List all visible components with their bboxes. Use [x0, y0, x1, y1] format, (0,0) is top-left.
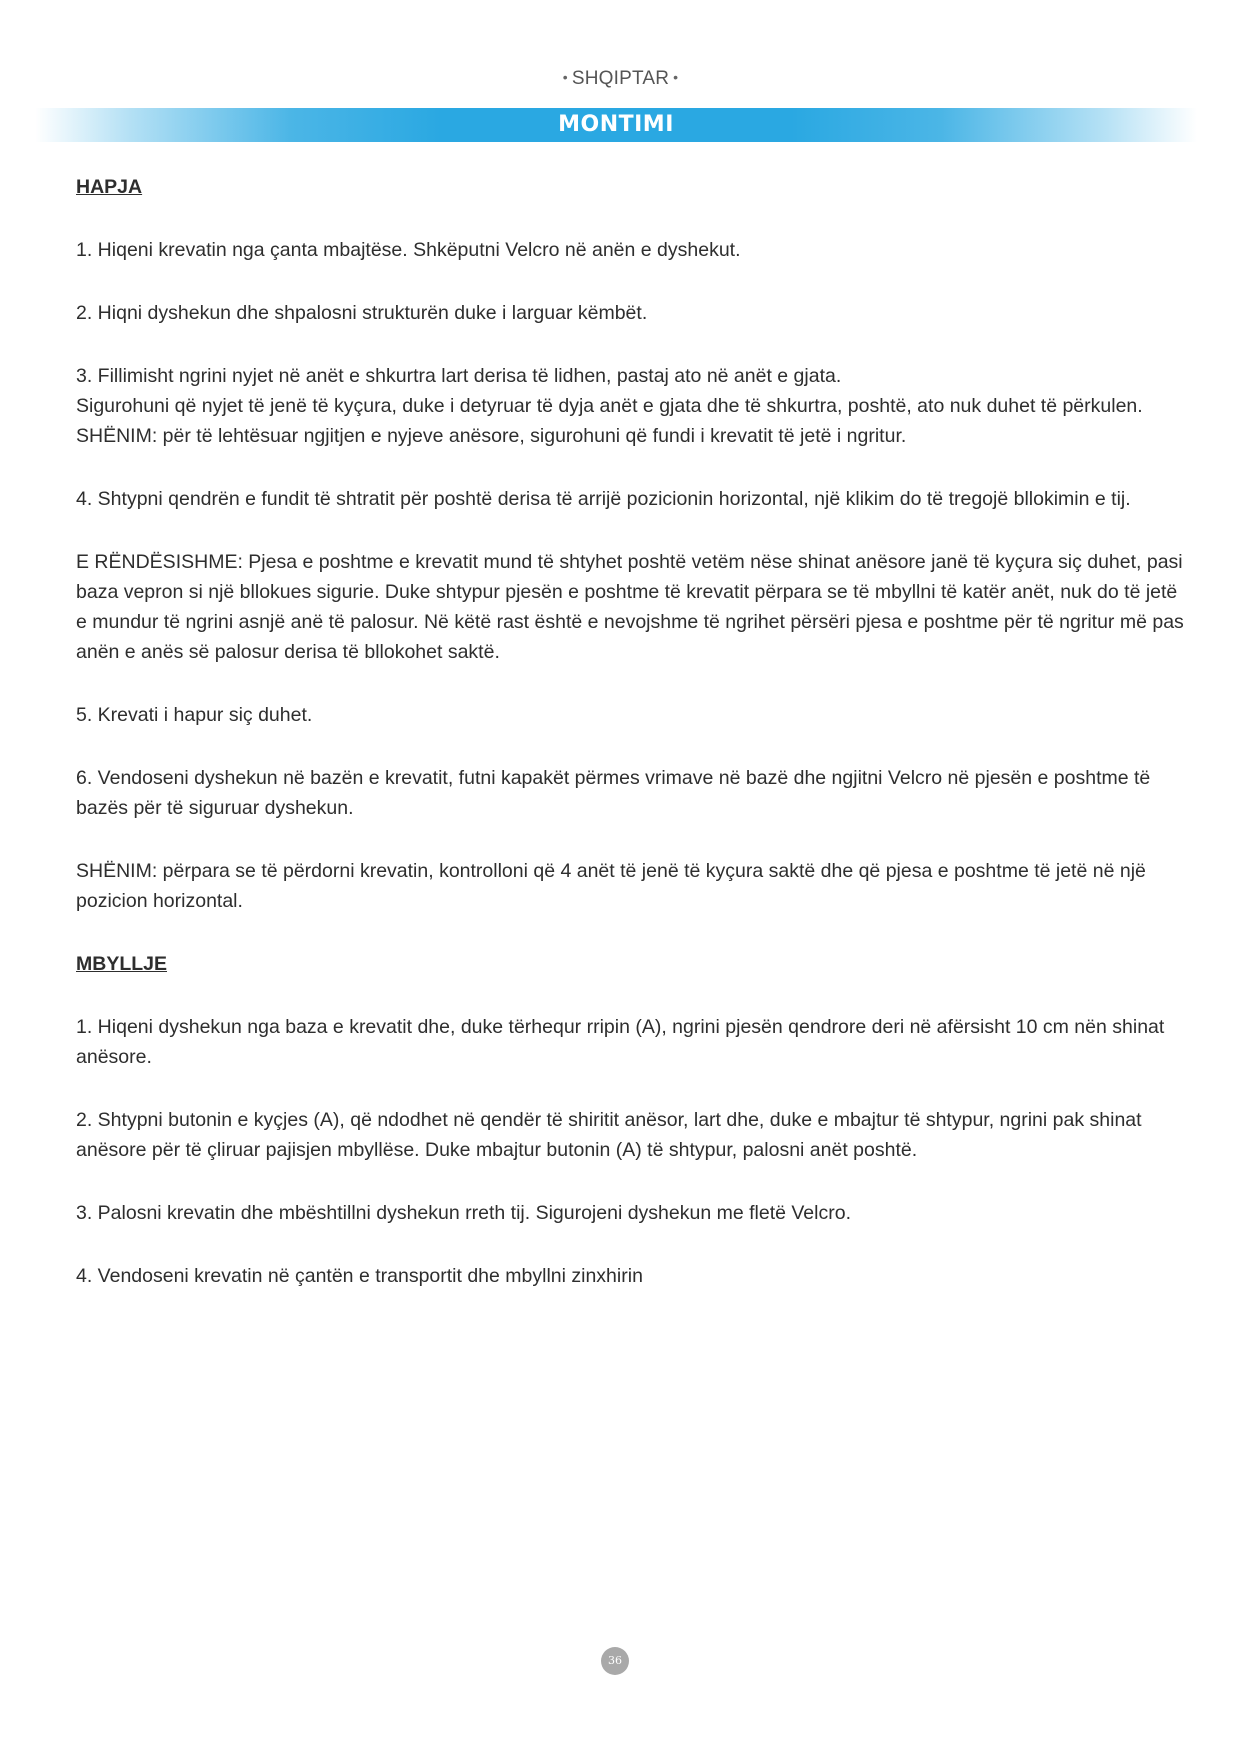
opening-step-3: 3. Fillimisht ngrini nyjet në anët e shkurtra lart derisa të lidhen, pastaj ato në anët e gjata. — [76, 365, 842, 387]
closing-step-3: 3. Palosni krevatin dhe mbështillni dyshekun rreth tij. Sigurojeni dyshekun me fletë Velcro. — [76, 1202, 851, 1224]
closing-heading: MBYLLJE — [76, 953, 168, 975]
opening-step-6: 6. Vendoseni dyshekun në bazën e krevatit, futni kapakët përmes vrimave në bazë dhe ngjitni Velcro në pjesën e poshtme të bazës për të siguruar dyshekun. — [76, 767, 1151, 819]
opening-heading: HAPJA — [76, 176, 143, 198]
opening-step-2: 2. Hiqni dyshekun dhe shpalosni strukturën duke i larguar këmbët. — [76, 302, 648, 324]
closing-step-2: 2. Shtypni butonin e kyçjes (A), që ndodhet në qendër të shiritit anësor, lart dhe, duke e mbajtur të shtypur, ngrini pak shinat anësore për të çliruar pajisjen mbyllëse. Duke mbajtur butonin (A) të shtypur, palosni anët poshtë. — [76, 1109, 1142, 1161]
language-header — [0, 68, 1241, 90]
language-label: SHQIPTAR — [571, 68, 670, 89]
document-body — [76, 172, 1186, 1324]
section-title-bar — [35, 108, 1197, 142]
opening-step-3-detail: Sigurohuni që nyjet të jenë të kyçura, duke i detyruar të dyja anët e gjata dhe të shkurtra, poshtë, ato nuk duhet të përkulen. — [76, 395, 1143, 417]
opening-step-1: 1. Hiqeni krevatin nga çanta mbajtëse. Shkëputni Velcro në anën e dyshekut. — [76, 239, 741, 261]
closing-step-4: 4. Vendoseni krevatin në çantën e transportit dhe mbyllni zinxhirin — [76, 1265, 643, 1287]
opening-step-4: 4. Shtypni qendrën e fundit të shtratit për poshtë derisa të arrijë pozicionin horizontal, një klikim do të tregojë bllokimin e tij. — [76, 488, 1131, 510]
opening-note: SHËNIM: përpara se të përdorni krevatin, kontrolloni që 4 anët të jenë të kyçura saktë dhe që pjesa e poshtme të jetë në një pozicion horizontal. — [76, 860, 1146, 912]
page-number-badge: 36 — [601, 1647, 629, 1675]
opening-step-3-note: SHËNIM: për të lehtësuar ngjitjen e nyjeve anësore, sigurohuni që fundi i krevatit të jetë i ngritur. — [76, 425, 907, 447]
opening-step-5: 5. Krevati i hapur siç duhet. — [76, 704, 313, 726]
bullet-right: • — [673, 69, 679, 85]
section-title: MONTIMI — [558, 112, 674, 137]
bullet-left: • — [562, 69, 568, 85]
closing-step-1: 1. Hiqeni dyshekun nga baza e krevatit dhe, duke tërhequr rripin (A), ngrini pjesën qendrore deri në afërsisht 10 cm nën shinat anësore. — [76, 1016, 1165, 1068]
opening-important-warning: E RËNDËSISHME: Pjesa e poshtme e krevatit mund të shtyhet poshtë vetëm nëse shinat anësore janë të kyçura siç duhet, pasi baza vepron si një bllokues sigurie. Duke shtypur pjesën e poshtme të krevatit përpara se të mbyllni të katër anët, nuk do të jetë e mundur të ngrini asnjë anë të palosur. Në këtë rast është e nevojshme të ngrihet përsëri pjesa e poshtme për të ngritur më pas anën e anës së palosur derisa të bllokohet saktë. — [76, 551, 1184, 663]
